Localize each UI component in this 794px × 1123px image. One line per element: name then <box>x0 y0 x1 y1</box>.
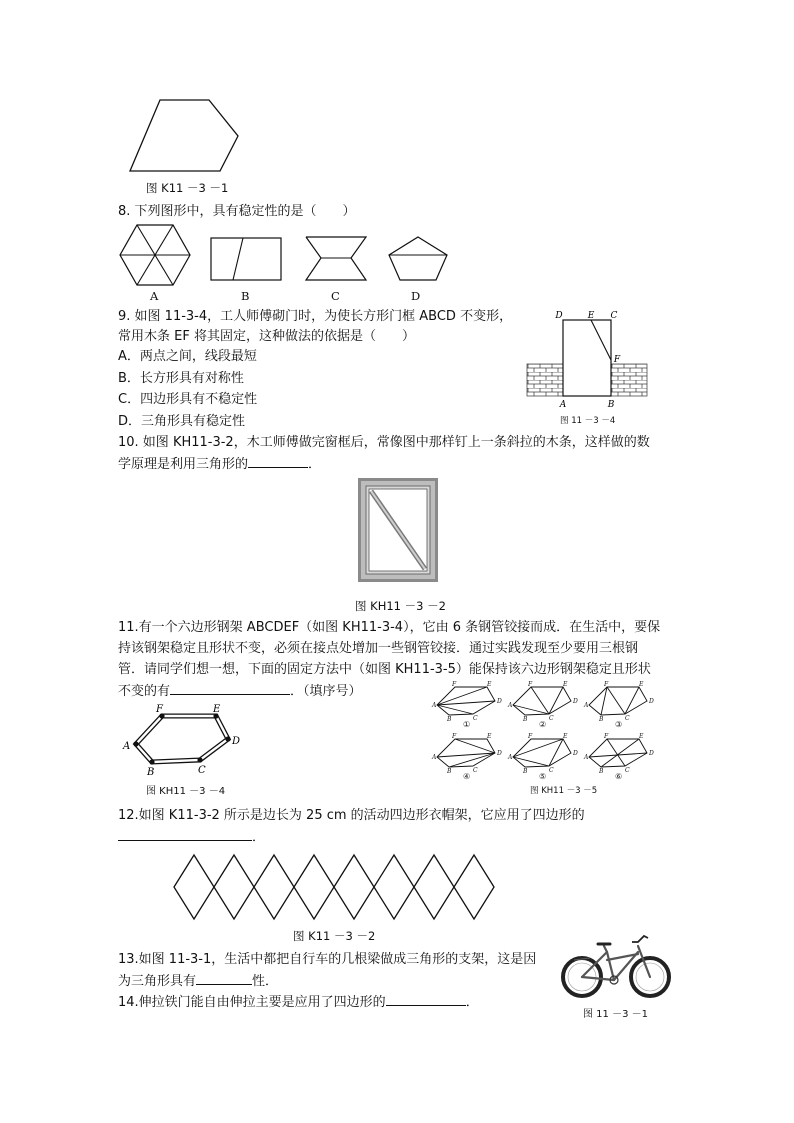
hexagon-figure-caption: 图 KH11 －3 －4 <box>146 786 226 797</box>
q8-option-b-rectangle <box>210 237 282 282</box>
coat-rack-caption: 图 K11 －3 －2 <box>293 929 376 943</box>
hexagon-option-4-brace-2 <box>449 753 495 767</box>
hexagon-option-4-vertex-label: C <box>473 767 478 774</box>
hexagon-option-4-vertex-label: D <box>497 750 502 757</box>
coat-rack-figure <box>173 854 495 920</box>
hexagon-option-4-vertex-label: A <box>432 754 437 761</box>
bicycle-caption: 图 11 －3 －1 <box>583 1009 648 1020</box>
answer-blank[interactable] <box>196 970 252 985</box>
hexagon-option-1-vertex-label: C <box>473 715 478 722</box>
q8-option-d-label[interactable]: D <box>411 289 421 303</box>
window-figure-caption: 图 KH11 －3 －2 <box>355 599 446 613</box>
coat-rack-rhombus <box>214 855 254 919</box>
question-10-line-1: 10. 如图 KH11-3-2，木工师傅做完窗框后，常像图中那样钉上一条斜拉的木条，这样做的数 <box>118 435 650 450</box>
door-label-a: A <box>559 400 567 410</box>
coat-rack-rhombus <box>334 855 374 919</box>
hexagon-option-3 <box>589 687 647 715</box>
question-9-choice-a[interactable]: A．两点之间，线段最短 <box>118 349 257 364</box>
hexagon-option-6-vertex-label: F <box>604 733 609 740</box>
hexagon-option-6-vertex-label: B <box>599 768 604 775</box>
question-9-line-1: 9. 如图 11-3-4，工人师傅砌门时，为使长方形门框 ABCD 不变形， <box>118 309 513 324</box>
hexagon-option-3-vertex-label: F <box>604 681 609 688</box>
pentagon-figure <box>125 98 245 178</box>
hexagon-option-1-vertex-label: D <box>497 698 502 705</box>
coat-rack-rhombus <box>254 855 294 919</box>
question-9-choice-d[interactable]: D．三角形具有稳定性 <box>118 414 246 429</box>
hexagon-option-number-1: ① <box>463 720 471 729</box>
q8-option-c-label[interactable]: C <box>331 289 340 303</box>
hexagon-option-4-vertex-label: E <box>487 733 492 740</box>
question-12-line-2: ． <box>118 826 265 848</box>
hexagon-option-5 <box>513 739 571 767</box>
question-10-line-2: 学原理是利用三角形的 ． <box>118 453 321 475</box>
hexagon-option-6 <box>589 739 647 767</box>
hexagon-option-3-vertex-label: B <box>599 716 604 723</box>
question-9-choice-c[interactable]: C．四边形具有不稳定性 <box>118 392 258 407</box>
hexagon-option-3-vertex-label: A <box>584 702 589 709</box>
door-frame-figure <box>525 308 650 413</box>
hexagon-option-2 <box>513 687 571 715</box>
answer-blank[interactable] <box>118 826 252 841</box>
hexagon-option-3-brace-1 <box>601 687 607 715</box>
door-label-b: B <box>607 400 615 410</box>
question-11-line-2: 持该钢架稳定且形状不变，必须在接点处增加一些钢管铰接．通过实践发现至少要用三根钢 <box>118 641 639 656</box>
hexagon-option-2-vertex-label: A <box>508 702 513 709</box>
question-9-line-2: 常用木条 EF 将其固定，这种做法的依据是（ ） <box>118 329 415 344</box>
question-11-line-4: 不变的有 ．（填序号） <box>118 680 362 702</box>
question-12-line-1: 12.如图 K11-3-2 所示是边长为 25 cm 的活动四边形衣帽架，它应用了四边形的 <box>118 808 585 823</box>
question-14-line-1: 14.伸拉铁门能自由伸拉主要是应用了四边形的 ． <box>118 991 479 1013</box>
door-figure-caption: 图 11 －3 －4 <box>560 416 616 426</box>
hexagon-option-number-6: ⑥ <box>615 772 623 781</box>
hexagon-option-4-vertex-label: F <box>452 733 457 740</box>
hexagon-option-2-vertex-label: E <box>563 681 568 688</box>
hexagon-option-number-5: ⑤ <box>539 772 547 781</box>
svg-text:F: F <box>156 704 163 715</box>
svg-text:C: C <box>198 765 206 776</box>
hexagon-option-1-vertex-label: B <box>447 716 452 723</box>
hexagon-option-number-2: ② <box>539 720 547 729</box>
hexagon-option-5-vertex-label: C <box>549 767 554 774</box>
answer-blank[interactable] <box>248 453 308 468</box>
question-13-line-2: 为三角形具有 性． <box>118 970 278 992</box>
hexagon-option-4-brace-1 <box>437 753 495 757</box>
hexagon-option-5-vertex-label: B <box>523 768 528 775</box>
hexagon-option-1 <box>437 687 495 715</box>
bicycle-figure <box>560 930 672 1000</box>
hexagon-option-number-4: ④ <box>463 772 471 781</box>
hexagon-option-5-vertex-label: D <box>573 750 578 757</box>
svg-text:B: B <box>147 767 155 778</box>
question-9-choice-b[interactable]: B．长方形具有对称性 <box>118 371 244 386</box>
coat-rack-rhombus <box>174 855 214 919</box>
question-13-line-1: 13.如图 11-3-1，生活中都把自行车的几根梁做成三角形的支架，这是因 <box>118 952 537 967</box>
hexagon-option-6-vertex-label: A <box>584 754 589 761</box>
hexagon-option-2-vertex-label: B <box>523 716 528 723</box>
q8-option-c-hourglass <box>305 236 367 282</box>
question-11-line-3: 管．请同学们想一想，下面的固定方法中（如图 KH11-3-5）能保持该六边形钢架稳定且形状 <box>118 662 651 677</box>
svg-text:A: A <box>123 741 131 752</box>
svg-text:E: E <box>213 704 221 715</box>
door-label-c: C <box>610 311 618 321</box>
hexagon-option-1-vertex-label: F <box>452 681 457 688</box>
hexagon-option-number-3: ③ <box>615 720 623 729</box>
svg-text:D: D <box>232 736 241 747</box>
coat-rack-rhombus <box>454 855 494 919</box>
hexagon-option-5-vertex-label: A <box>508 754 513 761</box>
question-11-line-1: 11.有一个六边形钢架 ABCDEF（如图 KH11-3-4），它由 6 条钢管铰接而成．在生活中，要保 <box>118 620 661 635</box>
hexagon-option-3-vertex-label: E <box>639 681 644 688</box>
hexagon-option-5-vertex-label: F <box>528 733 533 740</box>
hexagon-option-2-vertex-label: C <box>549 715 554 722</box>
hexagon-option-2-vertex-label: F <box>528 681 533 688</box>
hexagon-option-4-brace-3 <box>455 739 495 753</box>
hexagon-steel-frame <box>118 702 248 778</box>
question-8-stem: 8. 下列图形中，具有稳定性的是（ ） <box>118 204 356 219</box>
hexagon-option-6-vertex-label: E <box>639 733 644 740</box>
window-frame-figure <box>358 478 438 582</box>
hexagon-option-6-vertex-label: D <box>649 750 654 757</box>
door-label-d: D <box>555 311 563 321</box>
hexagon-option-6-brace-3 <box>607 739 625 766</box>
hexagon-option-2-vertex-label: D <box>573 698 578 705</box>
hexagon-options-figure <box>433 681 663 785</box>
q8-option-a-label[interactable]: A <box>150 289 159 303</box>
options-figure-caption: 图 KH11 －3 －5 <box>530 786 598 796</box>
hexagon-option-3-vertex-label: D <box>649 698 654 705</box>
hexagon-option-5-vertex-label: E <box>563 733 568 740</box>
hexagon-option-6-brace-2 <box>601 739 639 767</box>
answer-blank[interactable] <box>170 680 290 695</box>
q8-option-a-hexagon <box>119 224 191 286</box>
answer-blank[interactable] <box>386 991 466 1006</box>
door-label-e: E <box>587 311 595 321</box>
figure-caption: 图 K11 －3 －1 <box>146 181 229 195</box>
hexagon-option-3-brace-3 <box>607 687 625 714</box>
coat-rack-rhombus <box>294 855 334 919</box>
door-label-f: F <box>613 355 621 365</box>
hexagon-option-3-vertex-label: C <box>625 715 630 722</box>
hexagon-option-1-vertex-label: A <box>432 702 437 709</box>
coat-rack-rhombus <box>374 855 414 919</box>
coat-rack-rhombus <box>414 855 454 919</box>
hexagon-option-1-vertex-label: E <box>487 681 492 688</box>
q8-option-d-pentagon <box>387 236 449 282</box>
hexagon-option-4-vertex-label: B <box>447 768 452 775</box>
hexagon-option-6-vertex-label: C <box>625 767 630 774</box>
q8-option-b-label[interactable]: B <box>241 289 250 303</box>
